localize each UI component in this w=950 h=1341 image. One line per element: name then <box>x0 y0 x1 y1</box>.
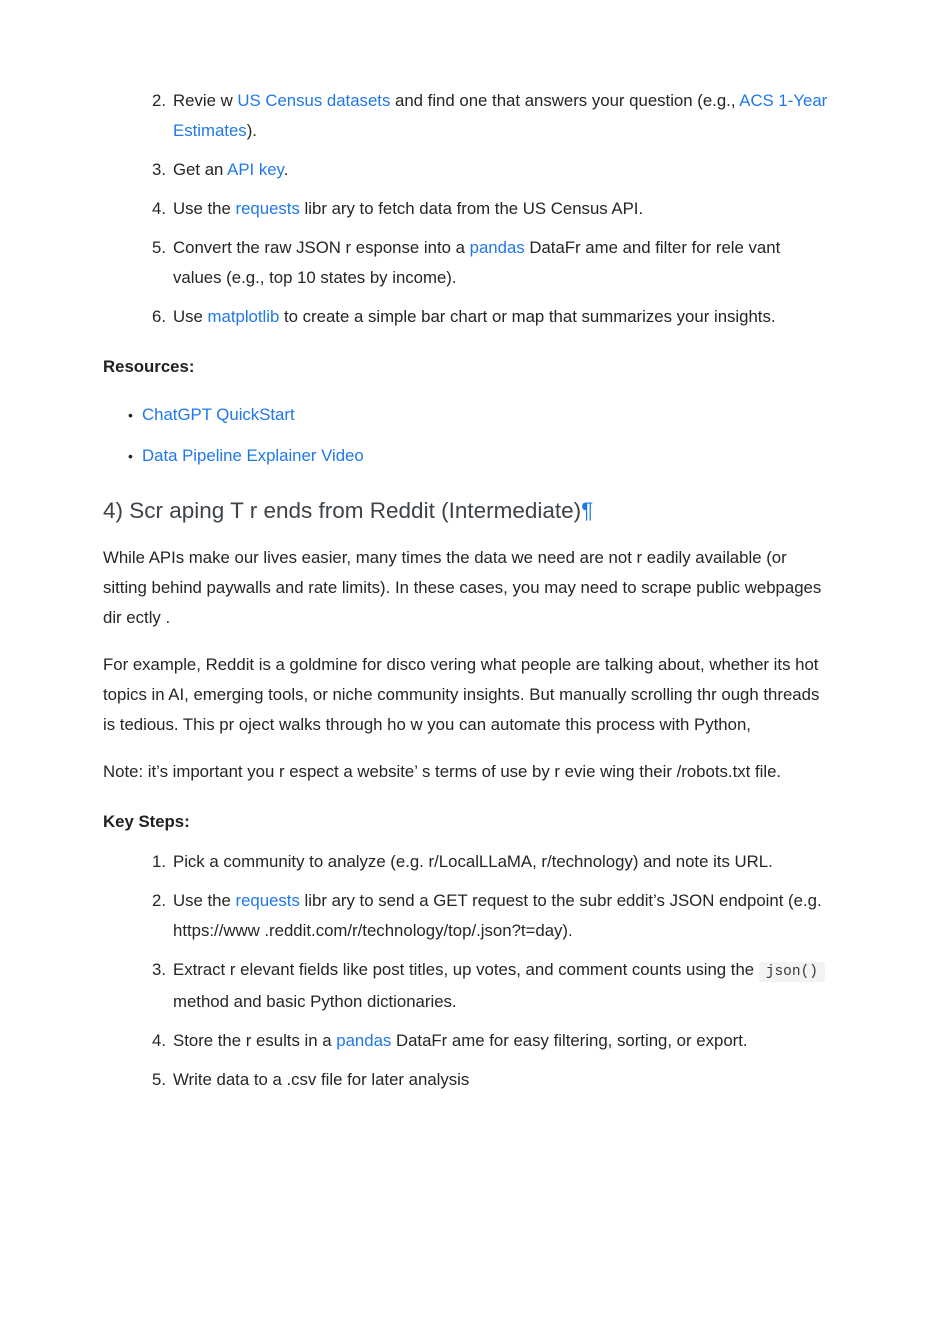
list-item-text: Revie w US Census datasets and find one that answers your question (e.g., ACS 1-Year Estimates). <box>173 91 828 140</box>
pandas-link[interactable]: pandas <box>336 1031 392 1050</box>
list-item-text: Store the r esults in a pandas DataFr ame for easy filtering, sorting, or export. <box>173 1031 748 1050</box>
requests-library-link[interactable]: requests <box>235 199 300 218</box>
pandas-link[interactable]: pandas <box>469 238 525 257</box>
list-item <box>103 233 828 293</box>
list-number: 2. <box>152 891 166 910</box>
list-item-text: Get an API key. <box>173 160 289 179</box>
list-item <box>128 400 828 430</box>
paragraph-apis-intro: While APIs make our lives easier, many times the data we need are not r eadily available (or sitting behind paywalls and rate limits). In these cases, you may need to scrape public webpages dir ectly . <box>103 548 822 627</box>
section-heading <box>103 495 828 527</box>
list-item <box>103 86 828 146</box>
list-number: 4. <box>152 199 166 218</box>
paragraph-robots-note: Note: it’s important you r espect a website’ s terms of use by r evie wing their /robots.txt file. <box>103 762 782 781</box>
resources-heading: Resources: <box>103 357 195 376</box>
api-key-link[interactable]: API key <box>227 160 284 179</box>
list-number: 2. <box>152 91 166 110</box>
bullet-icon: • <box>128 407 133 423</box>
list-number: 3. <box>152 960 166 979</box>
list-item <box>103 847 828 877</box>
heading-anchor-link[interactable]: ¶ <box>581 498 594 523</box>
list-item-text: Use the requests libr ary to send a GET request to the subr eddit’s JSON endpoint (e.g. https://www .reddit.com/r/technology/top/.json?t=day). <box>173 891 822 940</box>
paragraph-reddit-goldmine: For example, Reddit is a goldmine for disco vering what people are talking about, whether its hot topics in AI, emerging tools, or niche community insights. But manually scrolling thr ough threads is tedious. This pr oject walks through ho w you can automate this process with Python, <box>103 655 820 734</box>
list-item <box>128 441 828 471</box>
key-steps-list <box>103 847 828 1095</box>
bullet-icon: • <box>128 448 133 464</box>
us-census-datasets-link[interactable]: US Census datasets <box>237 91 391 110</box>
list-item-text: Use matplotlib to create a simple bar chart or map that summarizes your insights. <box>173 307 776 326</box>
list-item-text: Extract r elevant fields like post titles, up votes, and comment counts using the json() method and basic Python dictionaries. <box>173 955 828 1017</box>
list-item-text: Write data to a .csv file for later analysis <box>173 1070 470 1089</box>
list-number: 4. <box>152 1031 166 1050</box>
section-heading-text: 4) Scr aping T r ends from Reddit (Intermediate) <box>103 498 582 523</box>
inline-code-json: json() <box>759 962 825 982</box>
list-number: 3. <box>152 160 166 179</box>
list-item <box>103 1065 828 1095</box>
list-item <box>103 886 828 946</box>
list-number: 6. <box>152 307 166 326</box>
list-item-text: Use the requests libr ary to fetch data from the US Census API. <box>173 199 644 218</box>
key-steps-heading: Key Steps: <box>103 812 190 831</box>
list-item <box>103 302 828 332</box>
requests-library-link[interactable]: requests <box>235 891 300 910</box>
list-item <box>103 194 828 224</box>
resources-list <box>103 400 828 471</box>
acs-1-year-estimates-link[interactable]: ACS 1-Year Estimates <box>173 91 828 140</box>
list-item <box>103 155 828 185</box>
list-number: 1. <box>152 852 166 871</box>
chatgpt-quickstart-link[interactable]: ChatGPT QuickStart <box>142 405 295 424</box>
matplotlib-link[interactable]: matplotlib <box>207 307 280 326</box>
list-item <box>103 1026 828 1056</box>
census-steps-list <box>103 86 828 332</box>
list-item-text: Pick a community to analyze (e.g. r/LocalLLaMA, r/technology) and note its URL. <box>173 852 773 871</box>
list-item-text: Convert the raw JSON r esponse into a pandas DataFr ame and filter for rele vant values (e.g., top 10 states by income). <box>173 238 781 287</box>
list-number: 5. <box>152 1070 166 1089</box>
list-item <box>103 955 828 1017</box>
data-pipeline-explainer-video-link[interactable]: Data Pipeline Explainer Video <box>142 446 364 465</box>
list-number: 5. <box>152 238 166 257</box>
